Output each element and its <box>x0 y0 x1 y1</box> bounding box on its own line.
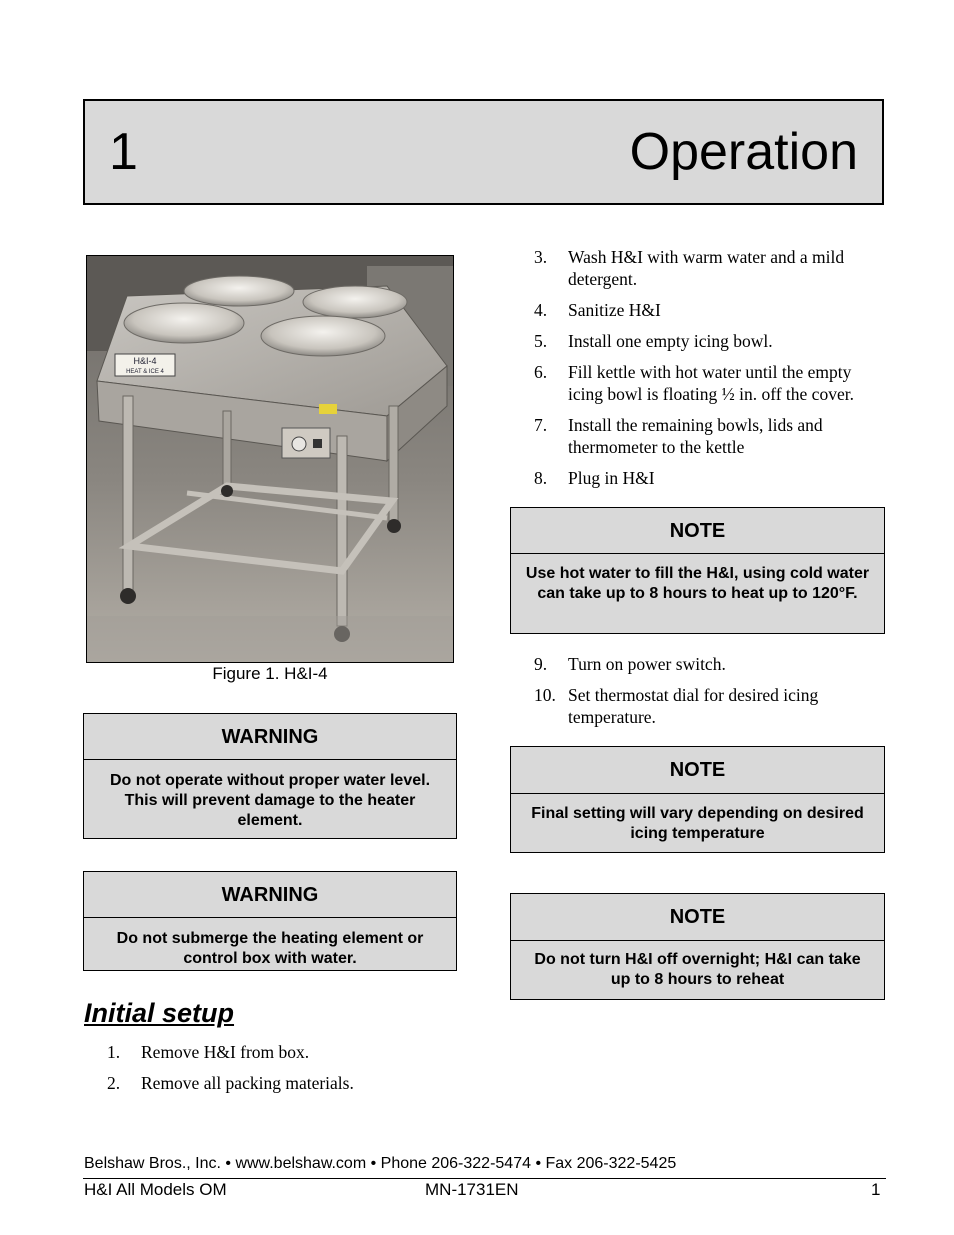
step-text: Plug in H&I <box>568 468 655 488</box>
step-text: Install one empty icing bowl. <box>568 331 773 351</box>
step-text: Install the remaining bowls, lids and thermometer to the kettle <box>568 415 823 457</box>
page-number: 1 <box>871 1180 881 1199</box>
step-text: Remove H&I from box. <box>141 1042 310 1062</box>
warning-text: Do not submerge the heating element or control box with water. <box>116 930 424 967</box>
step-text: Fill kettle with hot water until the empty icing bowl is floating ½ in. off the cover. <box>568 362 854 404</box>
note-heading: NOTE <box>511 747 884 794</box>
footer-divider <box>83 1178 886 1179</box>
product-photo <box>86 255 454 663</box>
footer-manual-name: H&I All Models OM <box>84 1180 227 1199</box>
note-callout <box>510 893 885 1000</box>
step-number: 4. <box>534 300 548 320</box>
warning-heading: WARNING <box>84 714 456 760</box>
chapter-number: 1 <box>109 123 138 181</box>
step-number: 10. <box>534 685 556 705</box>
note-heading: NOTE <box>511 894 884 941</box>
warning-callout <box>83 871 457 971</box>
figure-caption: Figure 1. H&I-4 <box>212 664 328 683</box>
warning-callout <box>83 713 457 839</box>
warning-text: Do not operate without proper water level. This will prevent damage to the heater element. <box>109 772 431 829</box>
step-text: Remove all packing materials. <box>141 1073 354 1093</box>
step-number: 1. <box>107 1042 121 1062</box>
step-number: 9. <box>534 654 548 674</box>
step-number: 7. <box>534 415 548 435</box>
note-text: Final setting will vary depending on desired icing temperature <box>531 805 864 842</box>
section-heading: Initial setup <box>84 998 235 1028</box>
step-text: Wash H&I with warm water and a mild detergent. <box>568 247 845 289</box>
chapter-title: Operation <box>629 123 858 181</box>
step-number: 8. <box>534 468 548 488</box>
footer-doc-number: MN-1731EN <box>425 1180 519 1199</box>
note-text: Use hot water to fill the H&I, using cold water can take up to 8 hours to heat up to 120°F. <box>525 565 870 602</box>
note-heading: NOTE <box>511 508 884 554</box>
step-number: 2. <box>107 1073 121 1093</box>
step-number: 6. <box>534 362 548 382</box>
photo-label-line2: HEAT & ICE 4 <box>126 369 164 375</box>
note-callout <box>510 746 885 853</box>
step-number: 3. <box>534 247 548 267</box>
photo-label-line1: H&I-4 <box>133 356 157 366</box>
note-text: Do not turn H&I off overnight; H&I can take up to 8 hours to reheat <box>534 951 861 988</box>
step-number: 5. <box>534 331 548 351</box>
note-callout <box>510 507 885 634</box>
footer-company-line: Belshaw Bros., Inc. • www.belshaw.com • Phone 206-322-5474 • Fax 206-322-5425 <box>84 1155 677 1172</box>
step-text: Turn on power switch. <box>568 654 726 674</box>
warning-heading: WARNING <box>84 872 456 918</box>
chapter-header <box>83 99 884 205</box>
step-text: Set thermostat dial for desired icing temperature. <box>568 685 819 727</box>
heat-and-ice-unit-illustration <box>87 256 453 662</box>
step-text: Sanitize H&I <box>568 300 661 320</box>
